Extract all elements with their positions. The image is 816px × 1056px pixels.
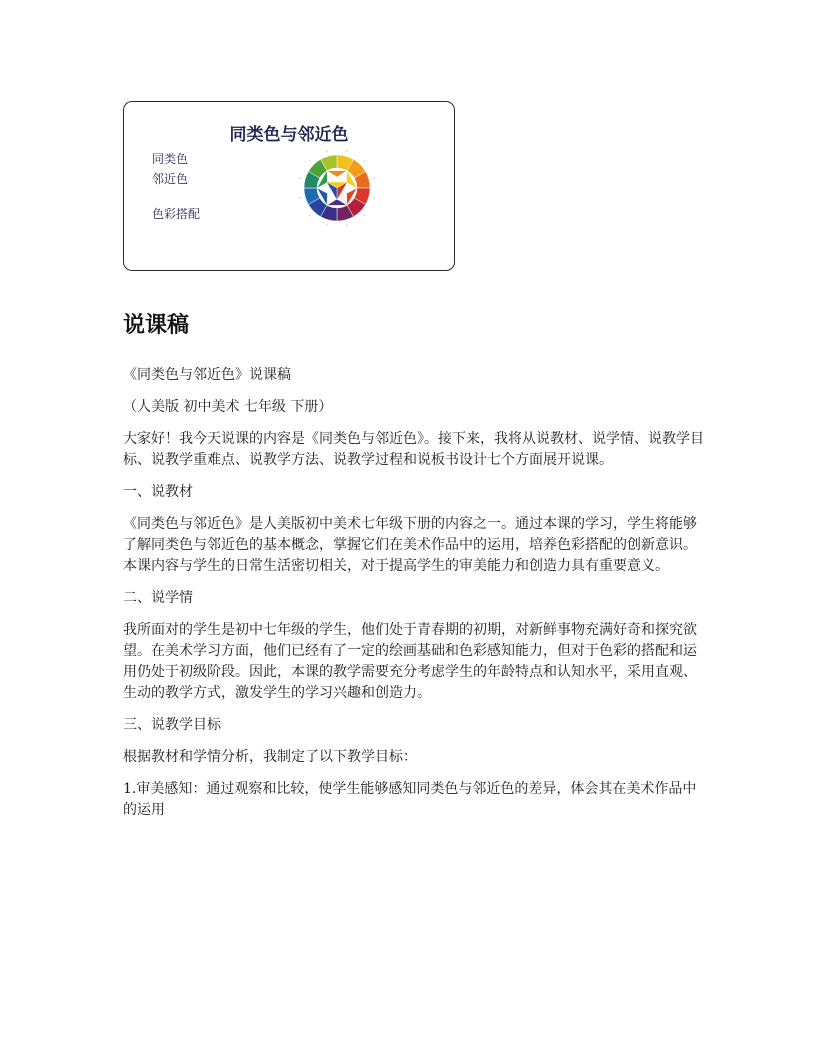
wheel-tick — [309, 160, 311, 162]
board-title: 同类色与邻近色 — [229, 125, 349, 145]
paragraph-introduction: 大家好！我今天说课的内容是《同类色与邻近色》。接下来，我将从说教材、说学情、说教学目标、说教学重难点、说教学方法、说教学过程和说板书设计七个方面展开说课。 — [123, 431, 704, 468]
wheel-tick — [373, 198, 375, 199]
wheel-tick — [347, 224, 348, 226]
document-title: 说课稿 — [123, 313, 190, 338]
paragraph-textbook: 《同类色与邻近色》是人美版初中美术七年级下册的内容之一。通过本课的学习，学生将能够了解同类色与邻近色的基本概念，掌握它们在美术作品中的运用，培养色彩搭配的创新意识。本课内容与学生的日常生活密切相关，对于提高学生的审美能力和创造力具有重要意义。 — [123, 516, 697, 574]
paragraph-students: 我所面对的学生是初中七年级的学生，他们处于青春期的初期，对新鲜事物充满好奇和探究欲望。在美术学习方面，他们已经有了一定的绘画基础和色彩感知能力，但对于色彩的搭配和运用仍处于初级阶段。因此，本课的教学需要充分考虑学生的年龄特点和认知水平，采用直观、生动的教学方式，激发学生的学习兴趣和创造力。 — [123, 622, 697, 701]
lesson-board — [123, 101, 455, 271]
wheel-tick — [347, 150, 348, 152]
color-wheel-image — [297, 148, 377, 228]
board-item-color-matching: 色彩搭配 — [152, 207, 201, 221]
section-heading-textbook: 一、说教材 — [123, 484, 193, 500]
wheel-tick — [327, 150, 328, 152]
paragraph-objective-1: 1.审美感知：通过观察和比较，使学生能够感知同类色与邻近色的差异，体会其在美术作品中的运用 — [123, 781, 697, 818]
wheel-tick — [299, 178, 301, 179]
wheel-tick — [327, 224, 328, 226]
board-item-similar-colors: 同类色 — [152, 152, 189, 166]
document-body — [123, 365, 709, 832]
paragraph-lesson-name: 《同类色与邻近色》说课稿 — [123, 367, 291, 383]
board-item-adjacent-colors: 邻近色 — [152, 172, 189, 186]
wheel-tick — [363, 214, 365, 216]
section-heading-objectives: 三、说教学目标 — [123, 717, 221, 733]
paragraph-objectives-intro: 根据教材和学情分析，我制定了以下教学目标： — [123, 749, 417, 765]
wheel-inner-segment — [327, 171, 347, 177]
wheel-tick — [373, 178, 375, 179]
section-heading-students: 二、说学情 — [123, 590, 193, 606]
wheel-tick — [309, 214, 311, 216]
wheel-tick — [363, 160, 365, 162]
wheel-tick — [299, 198, 301, 199]
paragraph-textbook-info: （人美版 初中美术 七年级 下册） — [123, 399, 333, 415]
